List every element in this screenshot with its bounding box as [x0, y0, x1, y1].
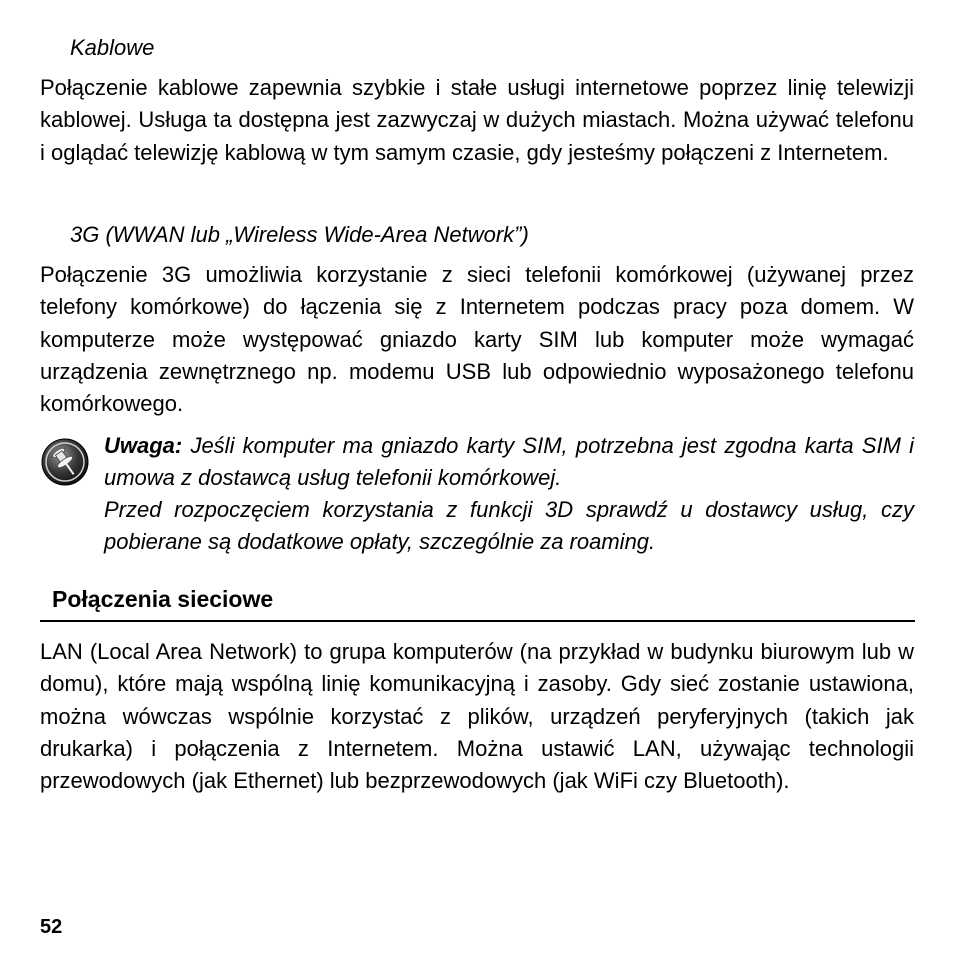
note-label: Uwaga:: [104, 433, 183, 458]
section-title-network: Połączenia sieciowe: [52, 586, 274, 612]
paragraph-lan: LAN (Local Area Network) to grupa komputerów (na przykład w budynku biurowym lub w domu), które mają wspólną linię komunikacyjną i zasoby. Gdy sieć zostanie ustawiona, można wówczas wspólnie korzystać z plików, urządzeń peryferyjnych (takich jak drukarka) i połączenia z Internetem. Można ustawić LAN, używając technologii przewodowych (jak Ethernet) lub bezprzewodowych (jak WiFi czy Bluetooth).: [40, 639, 914, 794]
subsection-title-cable: Kablowe: [70, 35, 155, 60]
note-text: [104, 430, 914, 495]
note-line-2: Przed rozpoczęciem korzystania z funkcji 3D sprawdź u dostawcy usług, czy pobierane są dodatkowe opłaty, szczególnie za roaming.: [104, 497, 914, 555]
page-number: 52: [40, 916, 63, 938]
subsection-title-3g: 3G (WWAN lub „Wireless Wide-Area Network”): [70, 222, 529, 247]
note-line-1: Jeśli komputer ma gniazdo karty SIM, potrzebna jest zgodna karta SIM i umowa z dostawcą usług telefonii komórkowej.: [104, 433, 914, 491]
paragraph-3g: Połączenie 3G umożliwia korzystanie z sieci telefonii komórkowej (używanej przez telefony komórkowe) do łączenia się z Internetem podczas pracy poza domem. W komputerze może występować gniazdo karty SIM lub komputer może wymagać urządzenia zewnętrznego np. modemu USB lub odpowiednio wyposażonego telefonu komórkowego.: [40, 262, 914, 417]
paragraph-cable: Połączenie kablowe zapewnia szybkie i stałe usługi internetowe poprzez linię telewizji kablowej. Usługa ta dostępna jest zazwyczaj w dużych miastach. Można używać telefonu i oglądać telewizję kablową w tym samym czasie, gdy jesteśmy połączeni z Internetem.: [40, 75, 914, 165]
section-divider: [40, 620, 915, 622]
pushpin-icon: [40, 437, 90, 487]
